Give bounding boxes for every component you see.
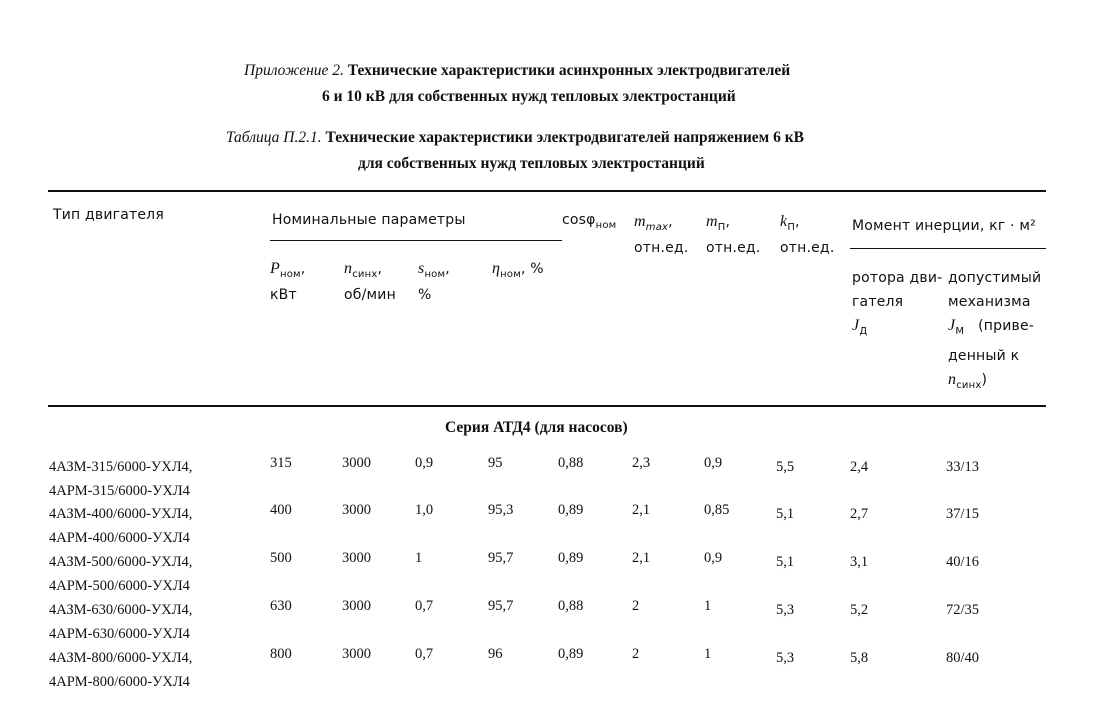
table-title-line1: [226, 129, 804, 147]
header-motor-type: Тип двигателя: [53, 207, 164, 223]
motor-type-line2: 4АРМ-800/6000-УХЛ4: [49, 674, 190, 690]
table-prefix: Таблица П.2.1.: [226, 129, 322, 146]
motor-type-cell: [49, 502, 192, 550]
cell-jm: 37/15: [946, 506, 980, 522]
nominal-params-rule: [270, 240, 562, 241]
motor-type-line2: 4АРМ-315/6000-УХЛ4: [49, 483, 190, 499]
header-nominal-params: Номинальные параметры: [272, 212, 466, 228]
cell-kp: 5,1: [776, 506, 795, 522]
cell-n: 3000: [342, 550, 371, 566]
cell-p: 500: [270, 550, 292, 566]
cell-s: 0,9: [415, 455, 434, 471]
series-title: Серия АТД4 (для насосов): [445, 419, 628, 436]
cell-mmax: 2: [632, 646, 640, 662]
appendix-title-text: Технические характеристики асинхронных электродвигателей: [347, 62, 791, 79]
cell-p: 315: [270, 455, 292, 471]
header-cos-phi: cosφ$_{ном}$: [562, 212, 617, 231]
motor-type-cell: [49, 646, 192, 694]
inertia-rule: [850, 248, 1046, 249]
motor-type-line1: 4АЗМ-630/6000-УХЛ4,: [49, 602, 193, 618]
appendix-title-line1: [244, 62, 790, 80]
table-title-text: Технические характеристики электродвигателей напряжением 6 кВ: [325, 129, 804, 146]
cell-eta: 95: [488, 455, 503, 471]
cell-eta: 96: [488, 646, 503, 662]
cell-jd: 5,8: [850, 650, 869, 666]
header-bottom-rule: [48, 405, 1046, 407]
motor-type-cell: [49, 455, 192, 503]
cell-kp: 5,3: [776, 650, 795, 666]
header-s-nom: $s_{ном}$, %: [418, 260, 450, 303]
cell-p: 800: [270, 646, 292, 662]
header-k-p: $k_П$, отн.ед.: [780, 213, 835, 256]
cell-n: 3000: [342, 598, 371, 614]
cell-cos: 0,88: [558, 598, 584, 614]
cell-eta: 95,3: [488, 502, 514, 518]
cell-n: 3000: [342, 646, 371, 662]
motor-type-line1: 4АЗМ-800/6000-УХЛ4,: [49, 650, 193, 666]
table-top-rule: [48, 190, 1046, 192]
cell-jd: 2,7: [850, 506, 869, 522]
cell-s: 0,7: [415, 598, 434, 614]
cell-eta: 95,7: [488, 598, 514, 614]
cell-jd: 2,4: [850, 459, 869, 475]
appendix-title-line2: 6 и 10 кВ для собственных нужд тепловых электростанций: [322, 88, 736, 105]
cell-jd: 5,2: [850, 602, 869, 618]
cell-mmax: 2: [632, 598, 640, 614]
motor-type-line2: 4АРМ-630/6000-УХЛ4: [49, 626, 190, 642]
cell-cos: 0,89: [558, 550, 584, 566]
header-rotor-inertia: ротора дви- гателя $J_Д$: [852, 270, 943, 337]
header-n-sync: $n_{синх}$, об/мин: [344, 260, 396, 303]
cell-cos: 0,88: [558, 455, 584, 471]
cell-kp: 5,3: [776, 602, 795, 618]
cell-jm: 72/35: [946, 602, 980, 618]
cell-mp: 0,9: [704, 550, 723, 566]
cell-n: 3000: [342, 502, 371, 518]
appendix-prefix: Приложение 2.: [244, 62, 344, 79]
header-mechanism-inertia: допустимый механизма $J_М$ (приве- денный к $n_{синх}$): [948, 270, 1042, 391]
motor-type-line1: 4АЗМ-315/6000-УХЛ4,: [49, 459, 193, 475]
cell-cos: 0,89: [558, 502, 584, 518]
cell-jd: 3,1: [850, 554, 869, 570]
motor-type-cell: [49, 598, 192, 646]
cell-jm: 40/16: [946, 554, 980, 570]
cell-jm: 80/40: [946, 650, 980, 666]
cell-mp: 1: [704, 598, 712, 614]
cell-s: 1: [415, 550, 423, 566]
motor-type-line2: 4АРМ-400/6000-УХЛ4: [49, 530, 190, 546]
cell-eta: 95,7: [488, 550, 514, 566]
cell-mmax: 2,1: [632, 550, 651, 566]
cell-s: 1,0: [415, 502, 434, 518]
cell-kp: 5,5: [776, 459, 795, 475]
motor-type-line1: 4АЗМ-500/6000-УХЛ4,: [49, 554, 193, 570]
cell-s: 0,7: [415, 646, 434, 662]
cell-mp: 1: [704, 646, 712, 662]
header-m-max: $m_{max}$, отн.ед.: [634, 213, 689, 256]
motor-type-line2: 4АРМ-500/6000-УХЛ4: [49, 578, 190, 594]
cell-p: 400: [270, 502, 292, 518]
cell-mp: 0,85: [704, 502, 730, 518]
header-m-p: $m_П$, отн.ед.: [706, 213, 761, 256]
cell-mmax: 2,3: [632, 455, 651, 471]
cell-kp: 5,1: [776, 554, 795, 570]
cell-jm: 33/13: [946, 459, 980, 475]
cell-cos: 0,89: [558, 646, 584, 662]
table-title-line2: для собственных нужд тепловых электростанций: [358, 155, 705, 172]
header-inertia: Момент инерции, кг · м²: [852, 218, 1036, 234]
cell-p: 630: [270, 598, 292, 614]
cell-n: 3000: [342, 455, 371, 471]
header-p-nom: $P_{ном}$, кВт: [270, 260, 306, 303]
cell-mmax: 2,1: [632, 502, 651, 518]
cell-mp: 0,9: [704, 455, 723, 471]
motor-type-cell: [49, 550, 192, 598]
motor-type-line1: 4АЗМ-400/6000-УХЛ4,: [49, 506, 193, 522]
header-eta-nom: $\eta_{ном}$, %: [492, 260, 544, 280]
